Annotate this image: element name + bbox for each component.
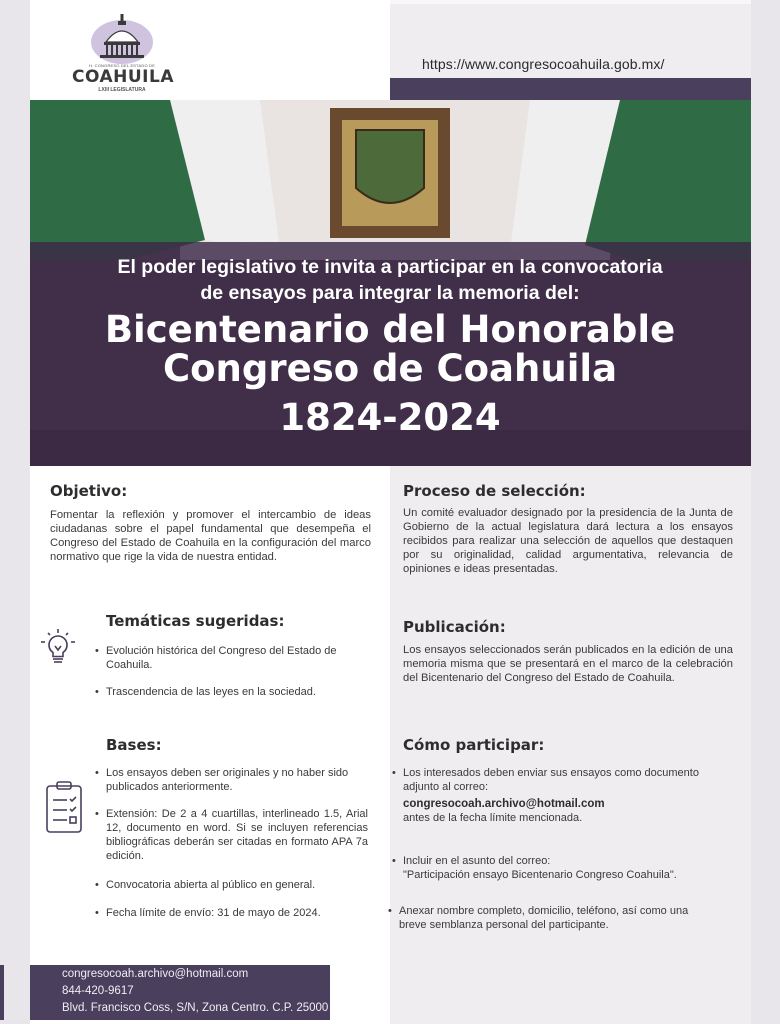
proceso-text: Un comité evaluador designado por la presidencia de la Junta de Gobierno de la actual legislatura dará lectura a los ensayos recibidos para realizar una selección de aquellos que destaquen por su originalidad, calidad argumentativa, relevancia de opiniones e ideas presentadas.: [403, 507, 733, 575]
hero-subtitle-line2: de ensayos para integrar la memoria del:: [200, 282, 580, 304]
tematica-item-1: • Evolución histórica del Congreso del Estado de Coahuila.: [106, 644, 346, 672]
logo-name: COAHUILA: [72, 67, 174, 87]
base-item-3: • Convocatoria abierta al público en general.: [106, 878, 376, 892]
como-item-2-subject: "Participación ensayo Bicentenario Congreso Coahuila".: [403, 869, 677, 881]
como-item-1-email[interactable]: congresocoah.archivo@hotmail.com: [403, 798, 605, 810]
footer-email[interactable]: congresocoah.archivo@hotmail.com: [62, 968, 249, 980]
como-item-2-text: • Incluir en el asunto del correo:: [403, 855, 551, 867]
top-strip: [390, 0, 751, 4]
publicacion-heading: Publicación:: [403, 618, 506, 636]
poster: [30, 0, 751, 1024]
header-accent-bar: [390, 78, 751, 100]
objetivo-text: Fomentar la reflexión y promover el intercambio de ideas ciudadanas sobre el papel fundamental que desempeña el Congreso del Estado de Coahuila en la configuración del marco normativo que rige la vida de nuestra entidad.: [50, 509, 371, 563]
hero-title-line1: Bicentenario del Honorable: [104, 308, 676, 351]
base-item-4: • Fecha límite de envío: 31 de mayo de 2024.: [106, 906, 376, 920]
objetivo-heading: Objetivo:: [50, 482, 128, 500]
base-item-2: • Extensión: De 2 a 4 cuartillas, interlineado 1.5, Arial 12, documento en word. Si se incluyen referencias bibliográficas deberán ser citadas en formato APA 7a edición.: [106, 807, 368, 863]
hero-title-line2: Congreso de Coahuila: [162, 347, 618, 390]
como-item-1-text: • Los interesados deben enviar sus ensayos como documento adjunto al correo:: [403, 767, 699, 793]
logo-legislature: LXIII LEGISLATURA: [98, 87, 146, 93]
bases-heading: Bases:: [106, 736, 162, 754]
tematicas-heading: Temáticas sugeridas:: [106, 612, 285, 630]
proceso-heading: Proceso de selección:: [403, 482, 586, 500]
hero-subtitle-line1: El poder legislativo te invita a participar en la convocatoria: [117, 256, 663, 278]
capitol-dome-icon: [90, 12, 154, 64]
logo-org-line: H. CONGRESO DEL ESTADO DE: [88, 63, 156, 68]
hero-title: [40, 310, 740, 388]
website-url[interactable]: https://www.congresocoahuila.gob.mx/: [422, 56, 665, 72]
publicacion-text: Los ensayos seleccionados serán publicados en la edición de una memoria misma que se presentará en el marco de la celebración del Bicentenario del Congreso del Estado de Coahuila.: [403, 644, 733, 684]
como-item-3: • Anexar nombre completo, domicilio, teléfono, así como una breve semblanza personal del participante.: [399, 904, 699, 932]
como-item-2: [403, 854, 748, 882]
footer-edge: [0, 965, 4, 1020]
footer-phone[interactable]: 844-420-9617: [62, 985, 134, 997]
footer-address: Blvd. Francisco Coss, S/N, Zona Centro. C.P. 25000: [62, 1002, 329, 1014]
como-item-1: [403, 766, 723, 825]
congreso-logo: [72, 12, 172, 92]
checklist-icon: [44, 780, 84, 841]
hero-subtitle: [40, 254, 740, 306]
como-item-1-deadline: antes de la fecha límite mencionada.: [403, 812, 583, 824]
hero-image: [30, 100, 751, 466]
lightbulb-icon: [40, 628, 76, 673]
hero-years: 1824-2024: [279, 396, 501, 439]
tematica-item-2: • Trascendencia de las leyes en la sociedad.: [106, 685, 376, 699]
como-heading: Cómo participar:: [403, 736, 545, 754]
base-item-1: • Los ensayos deben ser originales y no haber sido publicados anteriormente.: [106, 766, 368, 794]
